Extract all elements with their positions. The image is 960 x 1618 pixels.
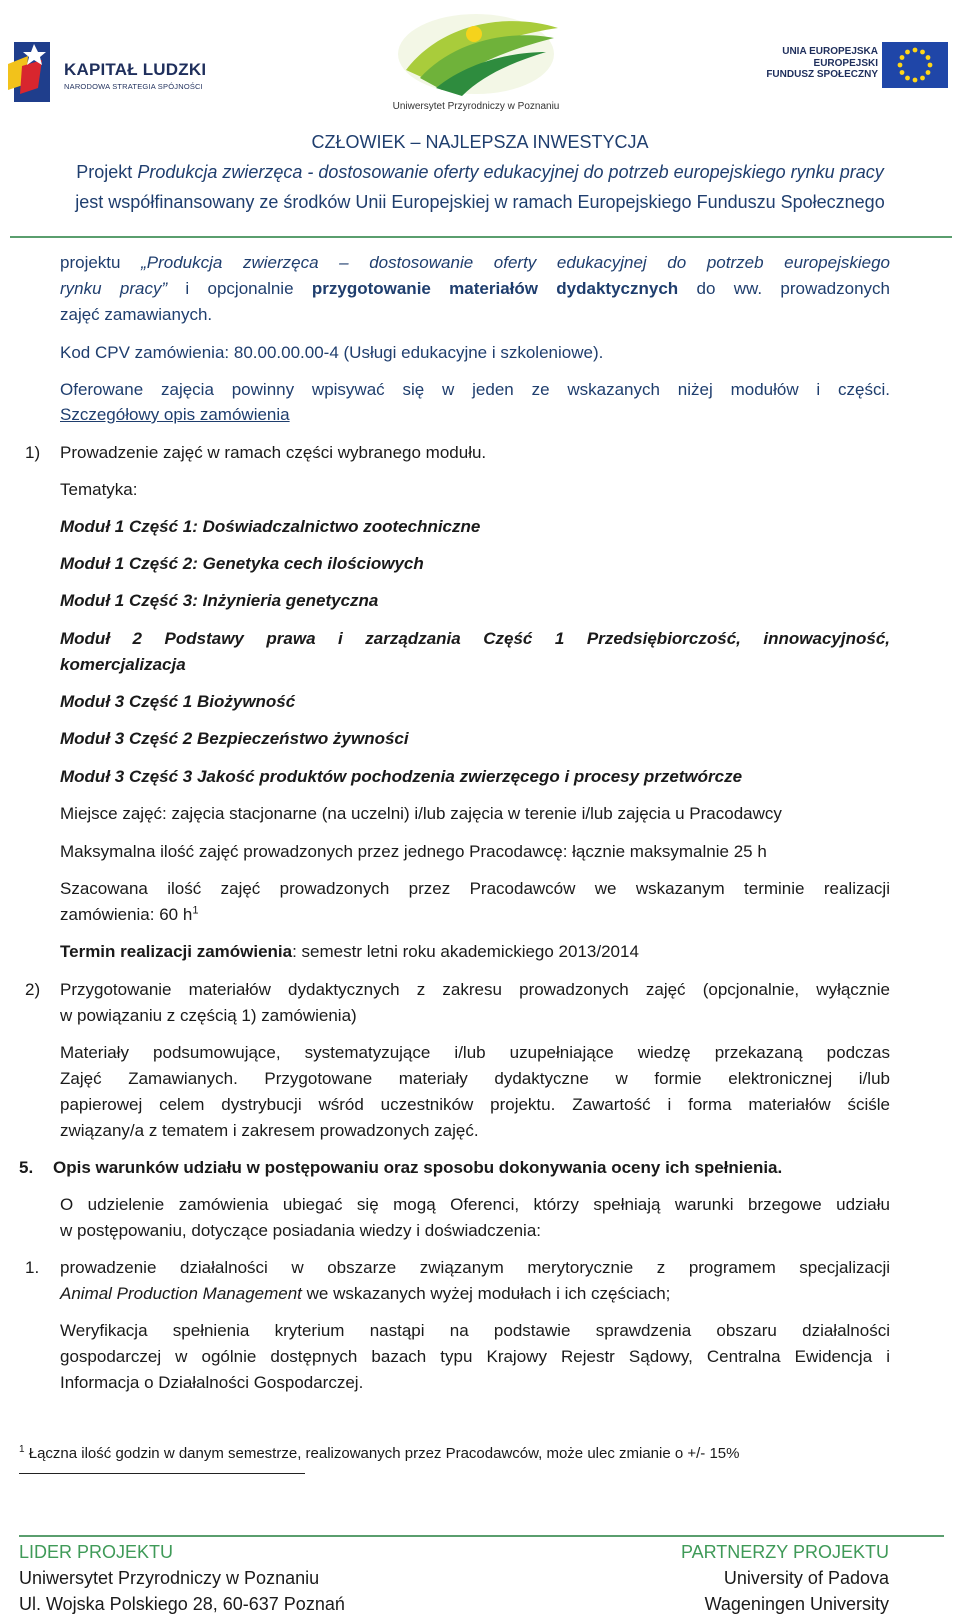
- materials-line-2: Zajęć Zamawianych. Przygotowane materiały dydaktyczne w formie elektronicznej i/lub: [60, 1069, 890, 1088]
- section-5-number: 5.: [19, 1158, 34, 1177]
- eu-logo-line1: UNIA EUROPEJSKA: [782, 46, 878, 57]
- eu-logo-line3: FUNDUSZ SPOŁECZNY: [766, 69, 878, 80]
- offer-note: Oferowane zajęcia powinny wpisywać się w jeden ze wskazanych niżej modułów i części.: [60, 380, 890, 399]
- intro-materials-bold: przygotowanie materiałów dydaktycznych: [311, 279, 679, 298]
- verification-line-3: Informacja o Działalności Gospodarczej.: [60, 1373, 364, 1392]
- item-2-line-1: Przygotowanie materiałów dydaktycznych z zakresu prowadzonych zajęć (opcjonalnie, wyłącznie: [60, 980, 890, 999]
- header-slogan: CZŁOWIEK – NAJLEPSZA INWESTYCJA: [311, 132, 649, 152]
- eu-logo-text: [766, 46, 878, 81]
- university-caption: Uniwersytet Przyrodniczy w Poznaniu: [392, 101, 560, 112]
- header-project-line: [0, 162, 960, 183]
- university-leaf-icon: [376, 8, 576, 100]
- kapital-ludzki-subtitle: NARODOWA STRATEGIA SPÓJNOŚCI: [64, 82, 203, 91]
- footer-partner-2: Wageningen University: [704, 1594, 889, 1614]
- materials-line-1: Materiały podsumowujące, systematyzujące i/lub uzupełniające wiedzę przekazaną podczas: [60, 1043, 890, 1062]
- verification-line-1: Weryfikacja spełnienia kryterium nastąpi na podstawie sprawdzenia obszaru działalności: [60, 1321, 890, 1340]
- section-5-title: Opis warunków udziału w postępowaniu oraz sposobu dokonywania oceny ich spełnienia.: [53, 1158, 783, 1177]
- intro-optional: i opcjonalnie: [167, 279, 312, 298]
- intro-project-title-2: rynku pracy”: [60, 279, 168, 298]
- footnote-reference: 1: [192, 904, 199, 917]
- topic-item: Moduł 2 Podstawy prawa i zarządzania Część 1 Przedsiębiorczość, innowacyjność,: [60, 629, 890, 648]
- footer-leader-address: Ul. Wojska Polskiego 28, 60-637 Poznań: [19, 1594, 345, 1614]
- criterion-number: 1.: [25, 1258, 40, 1277]
- intro-project-title-1: „Produkcja zwierzęca – dostosowanie oferty edukacyjnej do potrzeb europejskiego: [141, 253, 890, 272]
- topics-label: Tematyka:: [60, 480, 138, 499]
- criterion-line-2-rest: we wskazanych wyżej modułach i ich częściach;: [301, 1284, 671, 1303]
- intro-line-2: [60, 276, 890, 302]
- place-of-classes: Miejsce zajęć: zajęcia stacjonarne (na uczelni) i/lub zajęcia w terenie i/lub zajęcia u Pracodawcy: [60, 804, 782, 823]
- topic-item-continued: komercjalizacja: [60, 655, 186, 674]
- footnote-text: Łączna ilość godzin w danym semestrze, realizowanych przez Pracodawców, może ulec zmianie o +/- 15%: [28, 1445, 740, 1462]
- kapital-ludzki-title: KAPITAŁ LUDZKI: [64, 60, 207, 79]
- detailed-description-heading: Szczegółowy opis zamówienia: [60, 405, 290, 424]
- topic-item: Moduł 3 Część 2 Bezpieczeństwo żywności: [60, 729, 409, 748]
- materials-line-4: związany/a z tematem i zakresem prowadzonych zajęć.: [60, 1121, 479, 1140]
- estimated-hours-value: zamówienia: 60 h: [60, 905, 193, 924]
- section-5-para-1: O udzielenie zamówienia ubiegać się mogą Oferenci, którzy spełniają warunki brzegowe udziału: [60, 1195, 890, 1214]
- eu-logo-line2: EUROPEJSKI: [813, 57, 878, 69]
- footer-partner-1: University of Padova: [723, 1568, 889, 1588]
- eu-logo: [758, 38, 954, 98]
- footer-leader-name: Uniwersytet Przyrodniczy w Poznaniu: [19, 1568, 320, 1588]
- criterion-line-1: prowadzenie działalności w obszarze związanym merytorycznie z programem specjalizacji: [60, 1258, 890, 1277]
- section-5-para-2: w postępowaniu, dotyczące posiadania wiedzy i doświadczenia:: [60, 1221, 542, 1240]
- criterion-line-2: [60, 1281, 670, 1307]
- footer-partners-title: PARTNERZY PROJEKTU: [680, 1542, 889, 1562]
- cpv-code: Kod CPV zamówienia: 80.00.00.00-4 (Usługi edukacyjne i szkoleniowe).: [60, 343, 604, 362]
- kapital-ludzki-logo: [8, 38, 223, 108]
- item-2-number: 2): [25, 980, 41, 999]
- intro-projektu: projektu: [60, 253, 142, 272]
- topic-item: Moduł 1 Część 2: Genetyka cech ilościowych: [60, 554, 424, 573]
- footer-leader-title: LIDER PROJEKTU: [19, 1542, 174, 1562]
- estimated-hours-2: [60, 902, 198, 928]
- max-hours: Maksymalna ilość zajęć prowadzonych przez jednego Pracodawcę: łącznie maksymalnie 25 h: [60, 842, 767, 861]
- header-funding-line: jest współfinansowany ze środków Unii Europejskiej w ramach Europejskiego Funduszu Społecznego: [75, 192, 885, 212]
- estimated-hours-1: Szacowana ilość zajęć prowadzonych przez Pracodawców we wskazanym terminie realizacji: [60, 879, 890, 898]
- completion-term-label: Termin realizacji zamówienia: [60, 942, 293, 961]
- intro-line-1: [60, 250, 890, 276]
- completion-term: [60, 939, 639, 965]
- completion-term-value: : semestr letni roku akademickiego 2013/2014: [292, 942, 639, 961]
- materials-line-3: papierowej celem dystrybucji wśród uczestników projektu. Zawartość i forma materiałów ściśle: [60, 1095, 890, 1114]
- eu-flag-icon: [882, 42, 948, 88]
- topic-item: Moduł 1 Część 1: Doświadczalnictwo zootechniczne: [60, 517, 481, 536]
- footer-divider: [19, 1535, 944, 1537]
- specialization-name: Animal Production Management: [60, 1284, 302, 1303]
- footnote: [19, 1441, 739, 1467]
- item-1-text: Prowadzenie zajęć w ramach części wybranego modułu.: [60, 443, 487, 462]
- item-2-line-2: w powiązaniu z częścią 1) zamówienia): [60, 1006, 357, 1025]
- topic-item: Moduł 3 Część 1 Biożywność: [60, 692, 296, 711]
- item-1-number: 1): [25, 443, 41, 462]
- kapital-ludzki-mark-icon: [8, 38, 54, 106]
- footnote-mark: 1: [19, 1444, 25, 1455]
- verification-line-2: gospodarczej w ogólnie dostępnych bazach typu Krajowy Rejestr Sądowy, Centralna Ewidencja i: [60, 1347, 890, 1366]
- intro-conducted: do ww. prowadzonych: [678, 279, 890, 298]
- header-project-title: Produkcja zwierzęca - dostosowanie oferty edukacyjnej do potrzeb europejskiego rynku pracy: [137, 162, 884, 182]
- topic-item: Moduł 3 Część 3 Jakość produktów pochodzenia zwierzęcego i procesy przetwórcze: [60, 767, 743, 786]
- university-logo: [376, 8, 576, 118]
- header-project-prefix: Projekt: [76, 162, 138, 182]
- footnote-divider: [19, 1473, 305, 1474]
- topic-item: Moduł 1 Część 3: Inżynieria genetyczna: [60, 591, 379, 610]
- intro-line-3: zajęć zamawianych.: [60, 305, 213, 324]
- header-divider: [10, 236, 952, 238]
